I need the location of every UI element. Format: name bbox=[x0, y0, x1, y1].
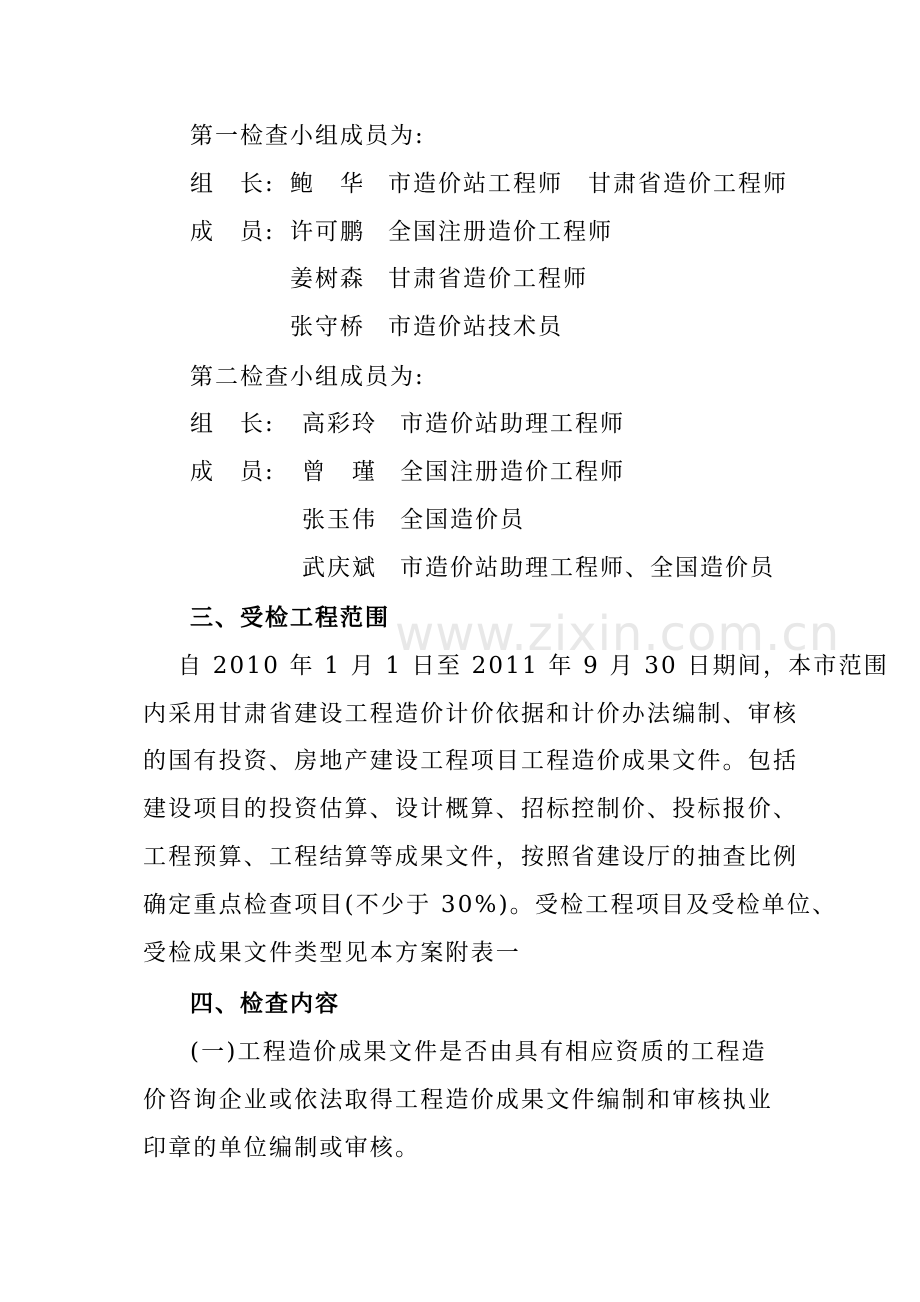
group1-member-title: 甘肃省造价工程师 bbox=[388, 266, 588, 292]
group2-heading: 第二检查小组成员为: bbox=[190, 364, 425, 390]
group2-member-name: 曾 瑾 bbox=[302, 459, 377, 485]
section3-paragraph-line: 受检成果文件类型见本方案附表一 bbox=[143, 940, 521, 966]
watermark: www.zixin.com.cn bbox=[395, 606, 841, 662]
section3-heading: 三、受检工程范围 bbox=[190, 605, 390, 631]
group1-heading: 第一检查小组成员为: bbox=[190, 123, 425, 149]
group1-leader-title1: 市造价站工程师 bbox=[388, 171, 563, 197]
section3-paragraph-line: 内采用甘肃省建设工程造价计价依据和计价办法编制、审核 bbox=[143, 701, 799, 727]
section3-paragraph-line: 自 2010 年 1 月 1 日至 2011 年 9 月 30 日期间，本市范围 bbox=[178, 653, 889, 679]
group1-member-title: 全国注册造价工程师 bbox=[388, 219, 613, 245]
section3-paragraph-line: 工程预算、工程结算等成果文件，按照省建设厅的抽查比例 bbox=[143, 844, 799, 870]
section4-paragraph-line: (一)工程造价成果文件是否由具有相应资质的工程造 bbox=[190, 1039, 767, 1065]
section3-paragraph-line: 建设项目的投资估算、设计概算、招标控制价、投标报价、 bbox=[143, 796, 799, 822]
group1-member-name: 姜树森 bbox=[290, 266, 365, 292]
group1-leader-label: 组 长: bbox=[190, 171, 275, 197]
group2-member-name: 武庆斌 bbox=[302, 555, 377, 581]
group2-member-title: 市造价站助理工程师、全国造价员 bbox=[400, 555, 775, 581]
section3-paragraph-line: 的国有投资、房地产建设工程项目工程造价成果文件。包括 bbox=[143, 748, 799, 774]
group2-members-label: 成 员: bbox=[190, 459, 275, 485]
group1-leader-name: 鲍 华 bbox=[290, 171, 365, 197]
group1-leader-title2: 甘肃省造价工程师 bbox=[588, 171, 788, 197]
group2-leader-label: 组 长: bbox=[190, 411, 275, 437]
group1-members-label: 成 员: bbox=[190, 219, 275, 245]
group2-leader-title: 市造价站助理工程师 bbox=[400, 411, 625, 437]
group1-member-name: 许可鹏 bbox=[290, 219, 365, 245]
group2-member-title: 全国注册造价工程师 bbox=[400, 459, 625, 485]
group2-member-title: 全国造价员 bbox=[400, 507, 525, 533]
section4-paragraph-line: 价咨询企业或依法取得工程造价成果文件编制和审核执业 bbox=[143, 1087, 773, 1113]
group1-member-name: 张守桥 bbox=[290, 314, 365, 340]
section4-heading: 四、检查内容 bbox=[190, 991, 340, 1017]
section4-paragraph-line: 印章的单位编制或审核。 bbox=[143, 1135, 421, 1161]
group2-leader-name: 高彩玲 bbox=[302, 411, 377, 437]
section3-paragraph-line: 确定重点检查项目(不少于 30%)。受检工程项目及受检单位、 bbox=[143, 892, 838, 918]
group1-member-title: 市造价站技术员 bbox=[388, 314, 563, 340]
group2-member-name: 张玉伟 bbox=[302, 507, 377, 533]
